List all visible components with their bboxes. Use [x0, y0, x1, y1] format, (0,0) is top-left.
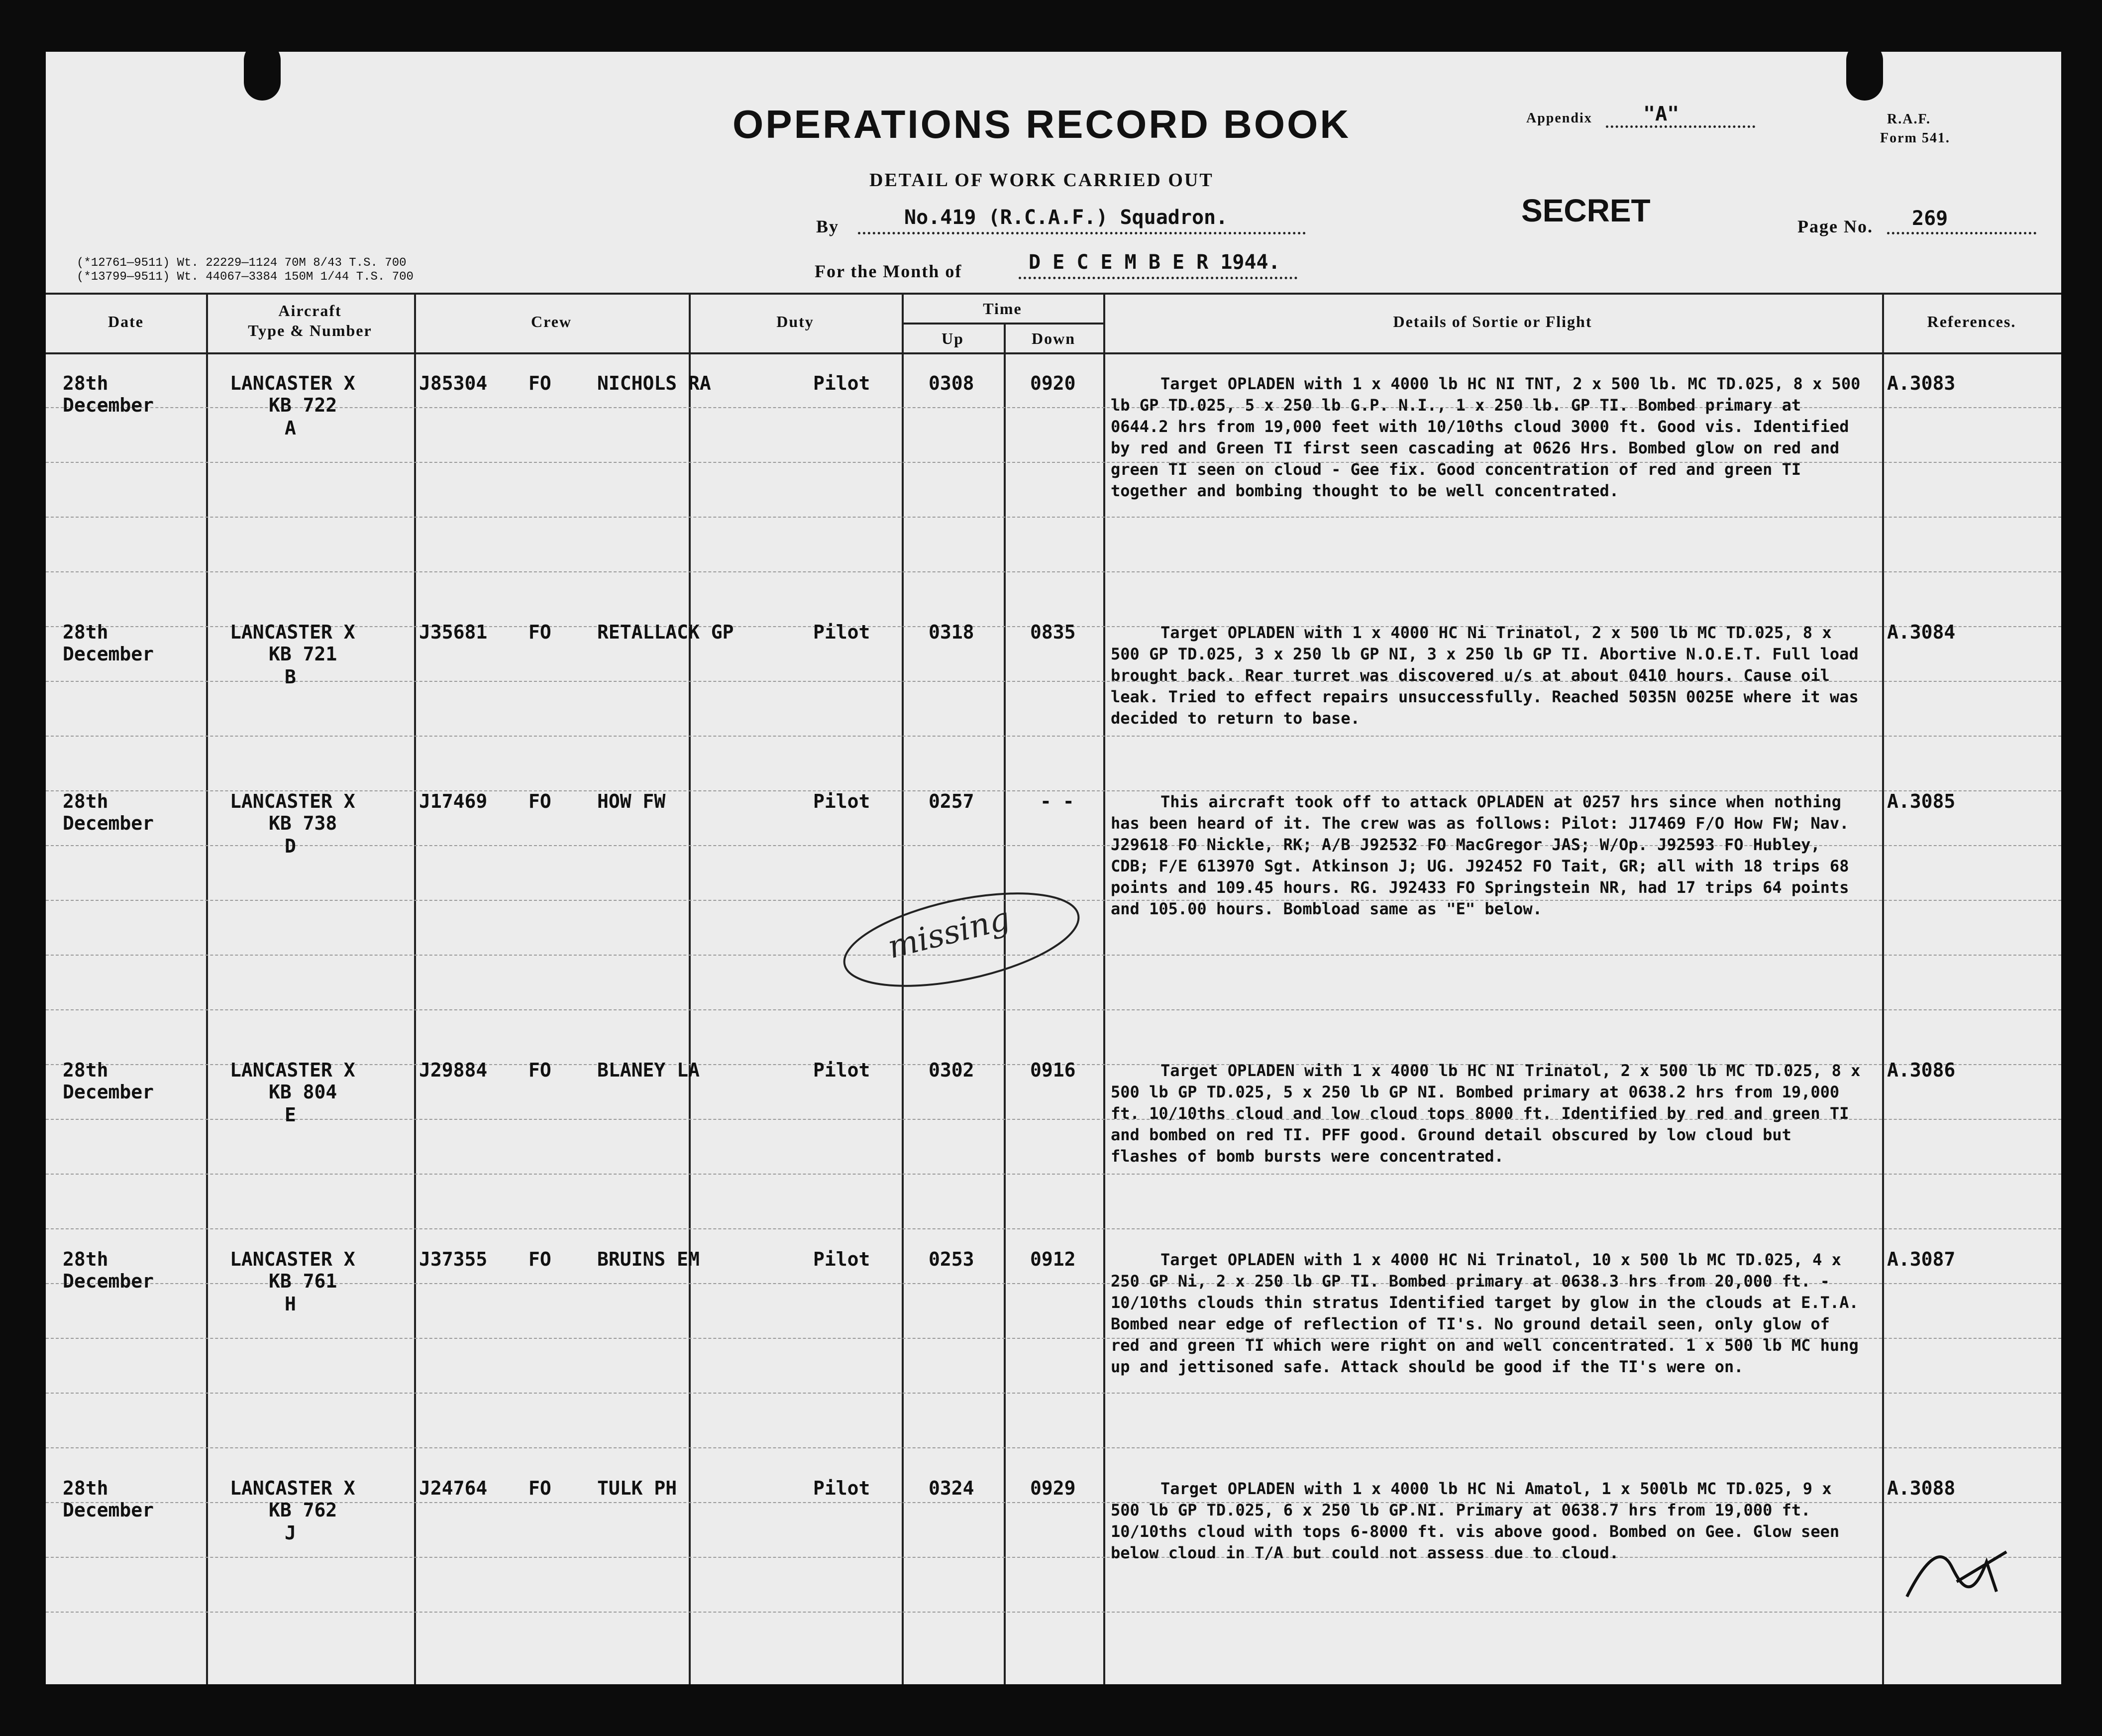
row-aircraft-letter: H: [285, 1293, 296, 1315]
row-crew-name: HOW FW: [597, 790, 666, 812]
by-label: By: [816, 217, 840, 236]
month-label: For the Month of: [815, 261, 962, 281]
header-bottom-border: [46, 352, 2061, 354]
row-reference: A.3085: [1887, 790, 1956, 812]
ruled-line: [46, 1174, 2061, 1175]
page-subtitle: DETAIL OF WORK CARRIED OUT: [869, 170, 1214, 191]
row-crew-name: BLANEY LA: [597, 1059, 700, 1081]
row-crew-name: RETALLACK GP: [597, 621, 734, 643]
row-duty: Pilot: [813, 621, 870, 643]
row-crew-number: J24764: [419, 1477, 488, 1499]
row-reference: A.3084: [1887, 621, 1956, 643]
row-time-down: 0920: [1030, 372, 1076, 394]
row-aircraft-type: LANCASTER X: [230, 790, 355, 812]
form-sheet: [46, 52, 2061, 1684]
row-date-month: December: [63, 643, 154, 665]
row-duty: Pilot: [813, 1477, 870, 1499]
row-date-month: December: [63, 1270, 154, 1292]
month-value: D E C E M B E R 1944.: [1029, 251, 1280, 274]
row-date-month: December: [63, 812, 154, 834]
row-crew-rank: FO: [528, 1477, 551, 1499]
col-divider: [689, 293, 691, 1684]
form-id-line2: Form 541.: [1880, 130, 1950, 146]
table-top-border: [46, 293, 2061, 295]
col-header-duty: Duty: [776, 313, 814, 330]
row-reference: A.3086: [1887, 1059, 1956, 1081]
row-aircraft-letter: E: [285, 1104, 296, 1126]
row-date-month: December: [63, 1081, 154, 1103]
appendix-field: [1606, 104, 1755, 128]
binder-hole-right: [1846, 52, 1883, 101]
row-time-down: 0912: [1030, 1248, 1076, 1270]
row-aircraft-type: LANCASTER X: [230, 1248, 355, 1270]
row-time-up: 0302: [929, 1059, 974, 1081]
row-aircraft-number: KB 721: [269, 643, 337, 665]
row-aircraft-letter: D: [285, 835, 296, 857]
row-crew-number: J37355: [419, 1248, 488, 1270]
row-crew-rank: FO: [528, 790, 551, 812]
col-header-down: Down: [1031, 329, 1075, 347]
row-date-day: 28th: [63, 1248, 108, 1270]
row-details: This aircraft took off to attack OPLADEN at 0257 hrs since when nothing has been heard of it. The crew was as follows: Pilot: J17469 F/O How FW; Nav. J29618 FO Nickle, RK; A/B J92532 FO MacGregor JAS; W/Op. J92593 FO Hubley, CDB; F/E 613970 Sgt. Atkinson J; UG. J92452 FO Tait, GR; all with 18 trips 68 points and 109.45 hours. RG. J92433 FO Springstein NR, had 17 trips 64 points and 105.00 hours. Bombload same as "E" below.: [1111, 792, 1849, 918]
col-header-aircraft-1: Aircraft: [278, 302, 342, 320]
row-crew-rank: FO: [528, 621, 551, 643]
row-time-down: - -: [1040, 790, 1074, 812]
row-details: Target OPLADEN with 1 x 4000 HC Ni Trinatol, 2 x 500 lb MC TD.025, 8 x 500 GP TD.025, 3 x 250 lb GP NI, 3 x 250 lb GP TI. Abortive N.O.E.T. Full load brought back. Rear turret was discovered u/s at about 0410 hours. Cause oil leak. Tried to effect repairs unsuccessfully. Reached 5035N 0025E where it was decided to return to base.: [1111, 623, 1859, 728]
row-time-up: 0318: [929, 621, 974, 643]
row-time-down: 0835: [1030, 621, 1076, 643]
row-details: Target OPLADEN with 1 x 4000 lb HC NI Trinatol, 2 x 500 lb MC TD.025, 8 x 500 lb GP TD.025, 5 x 250 lb GP NI. Bombed primary at 0638.2 hrs from 19,000 ft. 10/10ths cloud and low cloud tops 8000 ft. Identified by red and green TI and bombed on red TI. PFF good. Ground detail obscured by low cloud but flashes of bomb bursts were concentrated.: [1111, 1061, 1861, 1166]
ruled-line: [46, 571, 2061, 572]
page-number: 269: [1912, 207, 1948, 230]
ruled-line: [46, 1009, 2061, 1010]
ruled-line: [46, 1393, 2061, 1394]
ruled-line: [46, 736, 2061, 737]
row-date-day: 28th: [63, 790, 108, 812]
row-aircraft-number: KB 722: [269, 394, 337, 416]
col-header-references: References.: [1927, 313, 2016, 330]
row-duty: Pilot: [813, 372, 870, 394]
print-code-1: (*12761—9511) Wt. 22229—1124 70M 8/43 T.S. 700: [77, 256, 407, 270]
row-aircraft-number: KB 738: [269, 812, 337, 834]
row-aircraft-letter: B: [285, 666, 296, 688]
row-date-month: December: [63, 1499, 154, 1521]
page-number-field: [1887, 210, 2036, 234]
col-divider: [1882, 293, 1884, 1684]
row-reference: A.3087: [1887, 1248, 1956, 1270]
col-header-time: Time: [983, 300, 1022, 318]
row-date-month: December: [63, 394, 154, 416]
appendix-value: "A": [1643, 103, 1680, 125]
row-crew-name: NICHOLS RA: [597, 372, 711, 394]
row-crew-number: J29884: [419, 1059, 488, 1081]
row-details: Target OPLADEN with 1 x 4000 lb HC NI TNT, 2 x 500 lb. MC TD.025, 8 x 500 lb GP TD.025, 5 x 250 lb G.P. N.I., 1 x 250 lb. GP TI. Bombed primary at 0644.2 hrs from 19,000 feet with 10/10ths cloud 3000 ft. Good vis. Identified by red and Green TI first seen cascading at 0626 Hrs. Bombed glow on red and green TI seen on cloud - Gee fix. Good concentration of red and green TI together and bombing thought to be well concentrated.: [1111, 374, 1861, 500]
col-header-aircraft-2: Type & Number: [248, 322, 372, 339]
row-time-down: 0929: [1030, 1477, 1076, 1499]
ruled-line: [46, 517, 2061, 518]
page-title: OPERATIONS RECORD BOOK: [733, 102, 1351, 146]
row-aircraft-number: KB 761: [269, 1270, 337, 1292]
page-number-label: Page No.: [1797, 217, 1873, 236]
col-divider: [414, 293, 416, 1684]
row-date-day: 28th: [63, 372, 108, 394]
col-header-date: Date: [108, 313, 144, 330]
row-aircraft-letter: A: [285, 417, 296, 439]
row-aircraft-number: KB 762: [269, 1499, 337, 1521]
col-header-details: Details of Sortie or Flight: [1393, 313, 1592, 330]
row-date-day: 28th: [63, 1059, 108, 1081]
row-crew-name: BRUINS EM: [597, 1248, 700, 1270]
record-table: [46, 293, 2061, 1684]
row-duty: Pilot: [813, 1059, 870, 1081]
row-time-up: 0257: [929, 790, 974, 812]
row-time-down: 0916: [1030, 1059, 1076, 1081]
row-duty: Pilot: [813, 790, 870, 812]
time-subheader-border: [902, 323, 1103, 325]
squadron-name: No.419 (R.C.A.F.) Squadron.: [904, 206, 1228, 229]
row-aircraft-type: LANCASTER X: [230, 621, 355, 643]
missing-annotation-text: missing: [884, 900, 1014, 967]
row-crew-number: J17469: [419, 790, 488, 812]
ruled-line: [46, 1447, 2061, 1448]
binder-hole-left: [244, 52, 281, 101]
ruled-line: [46, 1612, 2061, 1613]
row-time-up: 0253: [929, 1248, 974, 1270]
row-details: Target OPLADEN with 1 x 4000 HC Ni Trinatol, 10 x 500 lb MC TD.025, 4 x 250 GP Ni, 2 x 250 lb GP TI. Bombed primary at 0638.3 hrs from 20,000 ft. - 10/10ths clouds thin stratus Identified target by glow in the clouds at E.T.A. Bombed near edge of reflection of TI's. No ground detail seen, only glow of red and green TI which were right on and well concentrated. 1 x 500 lb MC hung up and jettisoned safe. Attack should be good if the TI's were on.: [1111, 1250, 1859, 1376]
row-crew-name: TULK PH: [597, 1477, 677, 1499]
row-crew-rank: FO: [528, 1059, 551, 1081]
classification-stamp: SECRET: [1521, 193, 1651, 228]
row-reference: A.3083: [1887, 372, 1956, 394]
col-divider: [206, 293, 208, 1684]
col-header-up: Up: [942, 329, 964, 347]
form-id-line1: R.A.F.: [1887, 111, 1931, 127]
row-date-day: 28th: [63, 1477, 108, 1499]
row-crew-rank: FO: [528, 372, 551, 394]
row-date-day: 28th: [63, 621, 108, 643]
row-aircraft-number: KB 804: [269, 1081, 337, 1103]
row-crew-number: J35681: [419, 621, 488, 643]
col-divider: [1004, 323, 1006, 1684]
row-details: Target OPLADEN with 1 x 4000 lb HC Ni Amatol, 1 x 500lb MC TD.025, 9 x 500 lb GP TD.025, 6 x 250 lb GP.NI. Primary at 0638.7 hrs from 19,000 ft. 10/10ths cloud with tops 6-8000 ft. vis above good. Bombed on Gee. Glow seen below cloud in T/A but could not assess due to cloud.: [1111, 1479, 1840, 1562]
row-duty: Pilot: [813, 1248, 870, 1270]
row-time-up: 0324: [929, 1477, 974, 1499]
col-header-crew: Crew: [530, 313, 572, 330]
ruled-line: [46, 1228, 2061, 1229]
missing-annotation: [832, 890, 1091, 989]
row-aircraft-type: LANCASTER X: [230, 1477, 355, 1499]
row-reference: A.3088: [1887, 1477, 1956, 1499]
row-crew-rank: FO: [528, 1248, 551, 1270]
print-code-2: (*13799—9511) Wt. 44067—3384 150M 1/44 T.S. 700: [77, 270, 414, 284]
row-time-up: 0308: [929, 372, 974, 394]
row-aircraft-letter: J: [285, 1522, 296, 1544]
appendix-label: Appendix: [1526, 110, 1592, 126]
col-divider: [1103, 293, 1105, 1684]
signature-initials: [1897, 1537, 2016, 1612]
row-aircraft-type: LANCASTER X: [230, 1059, 355, 1081]
row-aircraft-type: LANCASTER X: [230, 372, 355, 394]
row-crew-number: J85304: [419, 372, 488, 394]
